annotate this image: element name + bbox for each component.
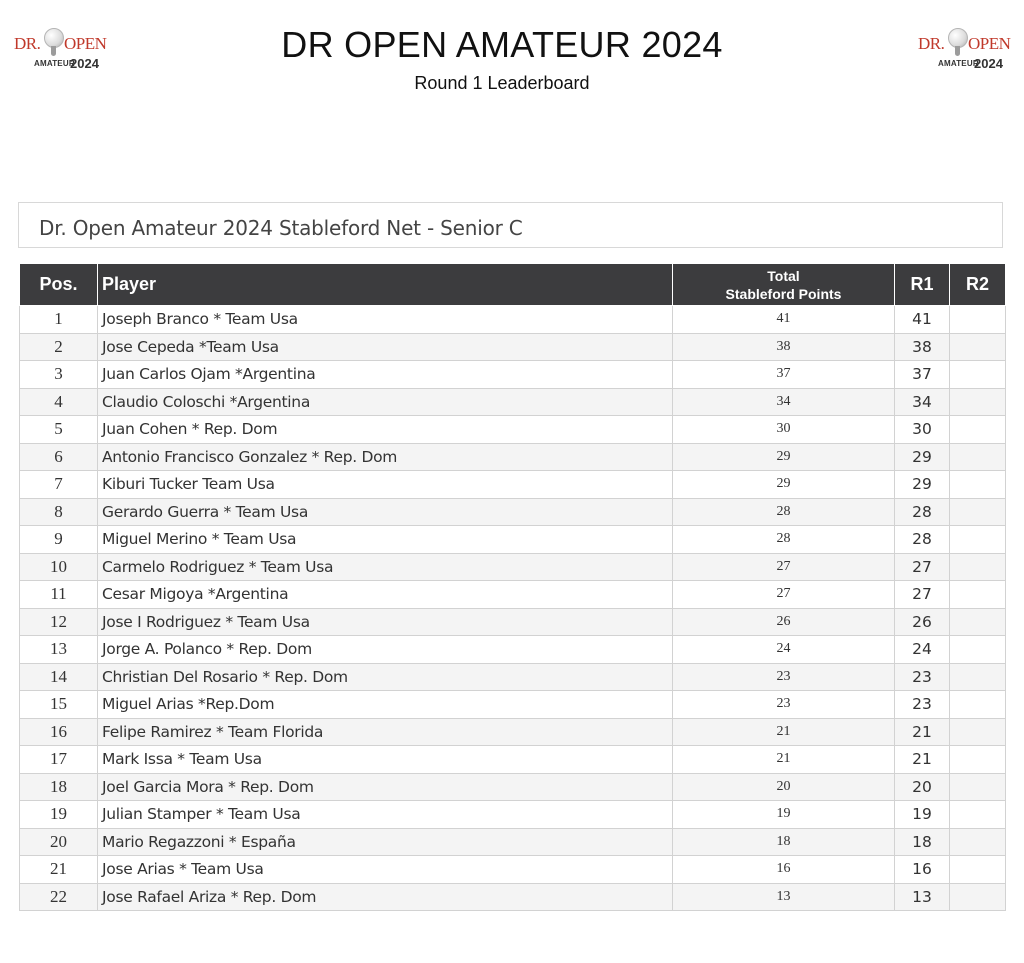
column-header-r2[interactable]: R2	[950, 264, 1006, 306]
round1-score-cell: 29	[895, 443, 950, 471]
player-name-cell: Joel Garcia Mora * Rep. Dom	[98, 773, 673, 801]
position-cell: 9	[20, 526, 98, 554]
position-cell: 20	[20, 828, 98, 856]
total-points-cell: 16	[673, 856, 895, 884]
position-cell: 15	[20, 691, 98, 719]
round1-score-cell: 20	[895, 773, 950, 801]
total-points-cell: 41	[673, 306, 895, 334]
total-points-cell: 29	[673, 471, 895, 499]
table-row[interactable]	[20, 361, 1006, 389]
round1-score-cell: 28	[895, 526, 950, 554]
player-name-cell: Jose Cepeda *Team Usa	[98, 333, 673, 361]
table-row[interactable]	[20, 608, 1006, 636]
round2-score-cell	[950, 388, 1006, 416]
position-cell: 13	[20, 636, 98, 664]
position-cell: 16	[20, 718, 98, 746]
round2-score-cell	[950, 416, 1006, 444]
logo-dr-text: DR.	[14, 34, 41, 53]
logo-year-text: 2024	[70, 56, 99, 71]
round1-score-cell: 23	[895, 663, 950, 691]
total-points-cell: 20	[673, 773, 895, 801]
table-row[interactable]	[20, 718, 1006, 746]
division-header	[18, 202, 1003, 248]
total-points-cell: 21	[673, 746, 895, 774]
total-points-cell: 21	[673, 718, 895, 746]
round1-score-cell: 41	[895, 306, 950, 334]
page-subtitle: Round 1 Leaderboard	[414, 73, 590, 93]
round2-score-cell	[950, 691, 1006, 719]
position-cell: 12	[20, 608, 98, 636]
table-row[interactable]	[20, 333, 1006, 361]
column-header-total-line1: Total	[767, 267, 800, 284]
leaderboard-header-row	[20, 264, 1006, 306]
player-name-cell: Jorge A. Polanco * Rep. Dom	[98, 636, 673, 664]
round2-score-cell	[950, 828, 1006, 856]
player-name-cell: Miguel Arias *Rep.Dom	[98, 691, 673, 719]
position-cell: 5	[20, 416, 98, 444]
round2-score-cell	[950, 553, 1006, 581]
table-row[interactable]	[20, 746, 1006, 774]
position-cell: 7	[20, 471, 98, 499]
total-points-cell: 23	[673, 691, 895, 719]
column-header-pos[interactable]: Pos.	[20, 264, 98, 306]
player-name-cell: Claudio Coloschi *Argentina	[98, 388, 673, 416]
player-name-cell: Antonio Francisco Gonzalez * Rep. Dom	[98, 443, 673, 471]
round2-score-cell	[950, 333, 1006, 361]
round1-score-cell: 27	[895, 581, 950, 609]
position-cell: 8	[20, 498, 98, 526]
position-cell: 17	[20, 746, 98, 774]
total-points-cell: 28	[673, 526, 895, 554]
logo-amateur-text: AMATEUR	[938, 59, 979, 68]
leaderboard-table	[19, 263, 1006, 911]
table-row[interactable]	[20, 498, 1006, 526]
total-points-cell: 13	[673, 883, 895, 911]
position-cell: 2	[20, 333, 98, 361]
round2-score-cell	[950, 636, 1006, 664]
round2-score-cell	[950, 718, 1006, 746]
round1-score-cell: 23	[895, 691, 950, 719]
player-name-cell: Juan Cohen * Rep. Dom	[98, 416, 673, 444]
page-title: DR OPEN AMATEUR 2024	[281, 24, 723, 65]
round1-score-cell: 37	[895, 361, 950, 389]
player-name-cell: Jose Rafael Ariza * Rep. Dom	[98, 883, 673, 911]
division-title: Dr. Open Amateur 2024 Stableford Net - Senior C	[39, 216, 523, 240]
player-name-cell: Jose Arias * Team Usa	[98, 856, 673, 884]
total-points-cell: 18	[673, 828, 895, 856]
position-cell: 10	[20, 553, 98, 581]
table-row[interactable]	[20, 416, 1006, 444]
position-cell: 4	[20, 388, 98, 416]
player-name-cell: Carmelo Rodriguez * Team Usa	[98, 553, 673, 581]
position-cell: 18	[20, 773, 98, 801]
round1-score-cell: 26	[895, 608, 950, 636]
round1-score-cell: 28	[895, 498, 950, 526]
total-points-cell: 29	[673, 443, 895, 471]
round1-score-cell: 16	[895, 856, 950, 884]
table-row[interactable]	[20, 773, 1006, 801]
table-row[interactable]	[20, 691, 1006, 719]
table-row[interactable]	[20, 581, 1006, 609]
round2-score-cell	[950, 746, 1006, 774]
position-cell: 3	[20, 361, 98, 389]
total-points-cell: 24	[673, 636, 895, 664]
table-row[interactable]	[20, 801, 1006, 829]
column-header-total-line2: Stableford Points	[725, 285, 842, 302]
column-header-r1[interactable]: R1	[895, 264, 950, 306]
round1-score-cell: 21	[895, 718, 950, 746]
table-row[interactable]	[20, 443, 1006, 471]
table-row[interactable]	[20, 553, 1006, 581]
position-cell: 22	[20, 883, 98, 911]
player-name-cell: Cesar Migoya *Argentina	[98, 581, 673, 609]
round1-score-cell: 27	[895, 553, 950, 581]
round2-score-cell	[950, 856, 1006, 884]
player-name-cell: Julian Stamper * Team Usa	[98, 801, 673, 829]
player-name-cell: Kiburi Tucker Team Usa	[98, 471, 673, 499]
player-name-cell: Gerardo Guerra * Team Usa	[98, 498, 673, 526]
logo-amateur-text: AMATEUR	[34, 59, 75, 68]
total-points-cell: 19	[673, 801, 895, 829]
logo-year-text: 2024	[974, 56, 1003, 71]
player-name-cell: Juan Carlos Ojam *Argentina	[98, 361, 673, 389]
table-row[interactable]	[20, 828, 1006, 856]
table-row[interactable]	[20, 388, 1006, 416]
round2-score-cell	[950, 361, 1006, 389]
total-points-cell: 23	[673, 663, 895, 691]
round2-score-cell	[950, 581, 1006, 609]
position-cell: 11	[20, 581, 98, 609]
position-cell: 6	[20, 443, 98, 471]
table-row[interactable]	[20, 306, 1006, 334]
logo-open-text: OPEN	[64, 34, 107, 53]
table-row[interactable]	[20, 526, 1006, 554]
position-cell: 21	[20, 856, 98, 884]
round1-score-cell: 21	[895, 746, 950, 774]
player-name-cell: Felipe Ramirez * Team Florida	[98, 718, 673, 746]
round1-score-cell: 29	[895, 471, 950, 499]
position-cell: 14	[20, 663, 98, 691]
round2-score-cell	[950, 663, 1006, 691]
player-name-cell: Christian Del Rosario * Rep. Dom	[98, 663, 673, 691]
round1-score-cell: 24	[895, 636, 950, 664]
position-cell: 19	[20, 801, 98, 829]
logo-open-text: OPEN	[968, 34, 1011, 53]
round1-score-cell: 38	[895, 333, 950, 361]
total-points-cell: 37	[673, 361, 895, 389]
table-row[interactable]	[20, 471, 1006, 499]
round2-score-cell	[950, 498, 1006, 526]
event-logo-right	[918, 26, 1010, 72]
round1-score-cell: 18	[895, 828, 950, 856]
golf-tee-icon	[955, 46, 960, 56]
table-row[interactable]	[20, 883, 1006, 911]
round2-score-cell	[950, 608, 1006, 636]
player-name-cell: Mark Issa * Team Usa	[98, 746, 673, 774]
total-points-cell: 27	[673, 581, 895, 609]
round1-score-cell: 34	[895, 388, 950, 416]
table-row[interactable]	[20, 636, 1006, 664]
player-name-cell: Miguel Merino * Team Usa	[98, 526, 673, 554]
column-header-player[interactable]: Player	[98, 264, 673, 306]
round1-score-cell: 19	[895, 801, 950, 829]
total-points-cell: 26	[673, 608, 895, 636]
round2-score-cell	[950, 773, 1006, 801]
round2-score-cell	[950, 526, 1006, 554]
total-points-cell: 27	[673, 553, 895, 581]
round2-score-cell	[950, 306, 1006, 334]
position-cell: 1	[20, 306, 98, 334]
logo-dr-text: DR.	[918, 34, 945, 53]
table-row[interactable]	[20, 856, 1006, 884]
table-row[interactable]	[20, 663, 1006, 691]
round1-score-cell: 30	[895, 416, 950, 444]
total-points-cell: 34	[673, 388, 895, 416]
column-header-total[interactable]	[673, 264, 895, 306]
player-name-cell: Joseph Branco * Team Usa	[98, 306, 673, 334]
round2-score-cell	[950, 471, 1006, 499]
leaderboard-body	[20, 306, 1006, 911]
player-name-cell: Jose I Rodriguez * Team Usa	[98, 608, 673, 636]
player-name-cell: Mario Regazzoni * España	[98, 828, 673, 856]
golf-ball-icon	[948, 28, 968, 48]
round2-score-cell	[950, 883, 1006, 911]
total-points-cell: 28	[673, 498, 895, 526]
round2-score-cell	[950, 801, 1006, 829]
round1-score-cell: 13	[895, 883, 950, 911]
total-points-cell: 38	[673, 333, 895, 361]
total-points-cell: 30	[673, 416, 895, 444]
round2-score-cell	[950, 443, 1006, 471]
